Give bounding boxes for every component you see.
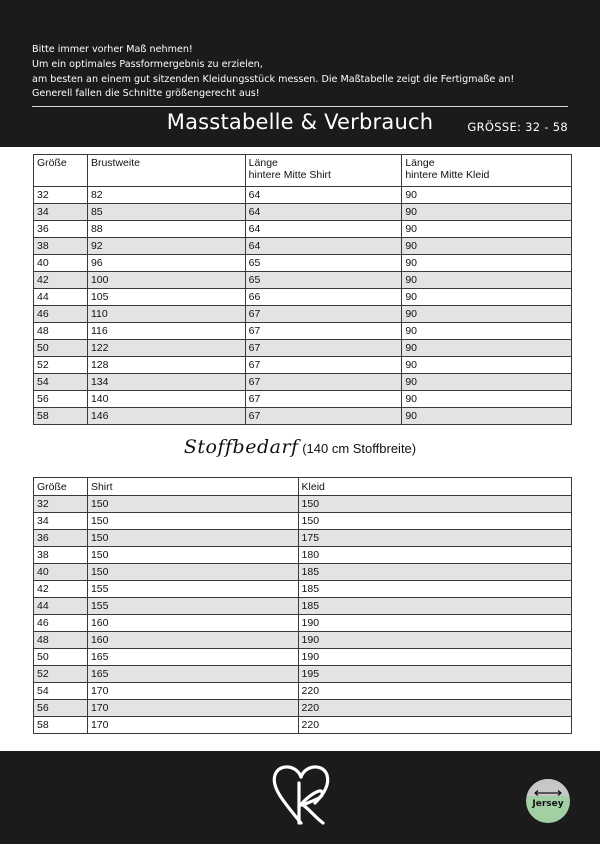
cell-dress: 185 bbox=[298, 598, 571, 615]
cell-size: 36 bbox=[34, 221, 88, 238]
header-shirt: Shirt bbox=[87, 478, 298, 496]
cell-length-dress: 90 bbox=[402, 272, 572, 289]
header-chest: Brustweite bbox=[87, 155, 245, 187]
fabric-heading bbox=[0, 436, 600, 458]
table-row bbox=[34, 408, 572, 425]
cell-shirt: 150 bbox=[87, 530, 298, 547]
cell-length-shirt: 65 bbox=[245, 255, 402, 272]
cell-length-shirt: 64 bbox=[245, 187, 402, 204]
table-row bbox=[34, 717, 572, 734]
cell-shirt: 170 bbox=[87, 700, 298, 717]
cell-length-shirt: 67 bbox=[245, 340, 402, 357]
cell-size: 38 bbox=[34, 547, 88, 564]
table-row bbox=[34, 683, 572, 700]
cell-size: 50 bbox=[34, 649, 88, 666]
cell-size: 34 bbox=[34, 204, 88, 221]
table-row bbox=[34, 323, 572, 340]
cell-length-dress: 90 bbox=[402, 255, 572, 272]
fabric-subtitle: (140 cm Stoffbreite) bbox=[302, 441, 417, 456]
intro-line: Generell fallen die Schnitte größengerecht aus! bbox=[32, 88, 260, 100]
table-row bbox=[34, 700, 572, 717]
page-title: Masstabelle & Verbrauch bbox=[166, 110, 434, 134]
cell-shirt: 170 bbox=[87, 717, 298, 734]
cell-dress: 220 bbox=[298, 717, 571, 734]
cell-size: 52 bbox=[34, 357, 88, 374]
cell-shirt: 165 bbox=[87, 666, 298, 683]
cell-size: 58 bbox=[34, 408, 88, 425]
cell-chest: 134 bbox=[87, 374, 245, 391]
fabric-table bbox=[33, 477, 572, 734]
table-row bbox=[34, 306, 572, 323]
table-row bbox=[34, 513, 572, 530]
cell-length-shirt: 64 bbox=[245, 204, 402, 221]
cell-size: 56 bbox=[34, 700, 88, 717]
cell-chest: 116 bbox=[87, 323, 245, 340]
cell-size: 34 bbox=[34, 513, 88, 530]
cell-chest: 88 bbox=[87, 221, 245, 238]
cell-length-dress: 90 bbox=[402, 323, 572, 340]
cell-chest: 146 bbox=[87, 408, 245, 425]
cell-size: 48 bbox=[34, 323, 88, 340]
cell-length-shirt: 67 bbox=[245, 306, 402, 323]
cell-dress: 190 bbox=[298, 632, 571, 649]
cell-dress: 190 bbox=[298, 649, 571, 666]
cell-dress: 185 bbox=[298, 564, 571, 581]
cell-chest: 122 bbox=[87, 340, 245, 357]
header-size: Größe bbox=[34, 155, 88, 187]
cell-chest: 140 bbox=[87, 391, 245, 408]
fabric-header-row bbox=[34, 478, 572, 496]
table-row bbox=[34, 632, 572, 649]
cell-dress: 190 bbox=[298, 615, 571, 632]
cell-length-dress: 90 bbox=[402, 204, 572, 221]
cell-length-shirt: 66 bbox=[245, 289, 402, 306]
cell-size: 40 bbox=[34, 255, 88, 272]
cell-dress: 220 bbox=[298, 700, 571, 717]
cell-chest: 128 bbox=[87, 357, 245, 374]
table-row bbox=[34, 530, 572, 547]
jersey-badge bbox=[526, 779, 570, 823]
table-row bbox=[34, 649, 572, 666]
cell-shirt: 155 bbox=[87, 598, 298, 615]
cell-dress: 150 bbox=[298, 513, 571, 530]
measurement-table bbox=[33, 154, 572, 425]
cell-size: 48 bbox=[34, 632, 88, 649]
cell-length-dress: 90 bbox=[402, 187, 572, 204]
cell-length-shirt: 67 bbox=[245, 408, 402, 425]
cell-chest: 85 bbox=[87, 204, 245, 221]
cell-size: 44 bbox=[34, 289, 88, 306]
cell-size: 50 bbox=[34, 340, 88, 357]
cell-dress: 175 bbox=[298, 530, 571, 547]
cell-shirt: 150 bbox=[87, 496, 298, 513]
cell-dress: 185 bbox=[298, 581, 571, 598]
cell-chest: 100 bbox=[87, 272, 245, 289]
table-row bbox=[34, 391, 572, 408]
intro-line: am besten an einem gut sitzenden Kleidungsstück messen. Die Maßtabelle zeigt die Fertigmaße an! bbox=[32, 73, 515, 85]
header-length-dress-line2: hintere Mitte Kleid bbox=[405, 169, 490, 181]
table-row bbox=[34, 581, 572, 598]
cell-length-shirt: 67 bbox=[245, 357, 402, 374]
cell-shirt: 150 bbox=[87, 564, 298, 581]
cell-shirt: 155 bbox=[87, 581, 298, 598]
header-banner bbox=[0, 0, 600, 147]
cell-size: 40 bbox=[34, 564, 88, 581]
cell-shirt: 150 bbox=[87, 513, 298, 530]
cell-length-dress: 90 bbox=[402, 374, 572, 391]
cell-length-dress: 90 bbox=[402, 306, 572, 323]
table-row bbox=[34, 204, 572, 221]
cell-chest: 96 bbox=[87, 255, 245, 272]
cell-size: 44 bbox=[34, 598, 88, 615]
cell-size: 58 bbox=[34, 717, 88, 734]
header-length-shirt bbox=[245, 155, 402, 187]
cell-length-dress: 90 bbox=[402, 340, 572, 357]
header-dress: Kleid bbox=[298, 478, 571, 496]
cell-length-shirt: 65 bbox=[245, 272, 402, 289]
cell-size: 36 bbox=[34, 530, 88, 547]
cell-size: 52 bbox=[34, 666, 88, 683]
header-length-dress bbox=[402, 155, 572, 187]
fabric-script-title: Stoffbedarf bbox=[183, 436, 299, 458]
table-row bbox=[34, 615, 572, 632]
badge-label: Jersey bbox=[532, 799, 564, 809]
cell-chest: 82 bbox=[87, 187, 245, 204]
size-range-label: GRÖSSE: 32 - 58 bbox=[467, 120, 568, 134]
cell-dress: 220 bbox=[298, 683, 571, 700]
cell-size: 54 bbox=[34, 374, 88, 391]
cell-shirt: 160 bbox=[87, 615, 298, 632]
table-row bbox=[34, 598, 572, 615]
cell-size: 32 bbox=[34, 187, 88, 204]
cell-length-shirt: 67 bbox=[245, 323, 402, 340]
cell-length-dress: 90 bbox=[402, 391, 572, 408]
cell-chest: 105 bbox=[87, 289, 245, 306]
cell-chest: 92 bbox=[87, 238, 245, 255]
cell-length-dress: 90 bbox=[402, 357, 572, 374]
header-length-dress-line1: Länge bbox=[405, 157, 435, 169]
header-size: Größe bbox=[34, 478, 88, 496]
header-length-shirt-line2: hintere Mitte Shirt bbox=[248, 169, 331, 181]
intro-line: Bitte immer vorher Maß nehmen! bbox=[32, 44, 193, 55]
cell-shirt: 150 bbox=[87, 547, 298, 564]
cell-dress: 180 bbox=[298, 547, 571, 564]
cell-size: 42 bbox=[34, 581, 88, 598]
table-row bbox=[34, 289, 572, 306]
header-divider bbox=[32, 106, 568, 107]
cell-size: 46 bbox=[34, 615, 88, 632]
table-row bbox=[34, 187, 572, 204]
cell-length-shirt: 64 bbox=[245, 221, 402, 238]
table-row bbox=[34, 357, 572, 374]
cell-size: 32 bbox=[34, 496, 88, 513]
cell-chest: 110 bbox=[87, 306, 245, 323]
cell-size: 54 bbox=[34, 683, 88, 700]
table-row bbox=[34, 496, 572, 513]
cell-length-dress: 90 bbox=[402, 221, 572, 238]
cell-length-shirt: 67 bbox=[245, 391, 402, 408]
stretch-arrow-icon bbox=[526, 788, 570, 798]
table-row bbox=[34, 238, 572, 255]
table-row bbox=[34, 272, 572, 289]
footer-banner bbox=[0, 751, 600, 844]
measurement-header-row bbox=[34, 155, 572, 187]
cell-shirt: 170 bbox=[87, 683, 298, 700]
table-row bbox=[34, 374, 572, 391]
intro-text bbox=[32, 43, 572, 102]
cell-length-dress: 90 bbox=[402, 289, 572, 306]
cell-length-dress: 90 bbox=[402, 238, 572, 255]
cell-length-dress: 90 bbox=[402, 408, 572, 425]
cell-dress: 195 bbox=[298, 666, 571, 683]
cell-length-shirt: 64 bbox=[245, 238, 402, 255]
table-row bbox=[34, 221, 572, 238]
intro-line: Um ein optimales Passformergebnis zu erzielen, bbox=[32, 58, 263, 70]
cell-shirt: 160 bbox=[87, 632, 298, 649]
cell-length-shirt: 67 bbox=[245, 374, 402, 391]
table-row bbox=[34, 564, 572, 581]
table-row bbox=[34, 340, 572, 357]
table-row bbox=[34, 666, 572, 683]
cell-shirt: 165 bbox=[87, 649, 298, 666]
table-row bbox=[34, 547, 572, 564]
cell-size: 46 bbox=[34, 306, 88, 323]
header-length-shirt-line1: Länge bbox=[248, 157, 278, 169]
cell-size: 56 bbox=[34, 391, 88, 408]
heart-k-logo-icon bbox=[269, 761, 333, 827]
cell-size: 38 bbox=[34, 238, 88, 255]
cell-size: 42 bbox=[34, 272, 88, 289]
cell-dress: 150 bbox=[298, 496, 571, 513]
table-row bbox=[34, 255, 572, 272]
